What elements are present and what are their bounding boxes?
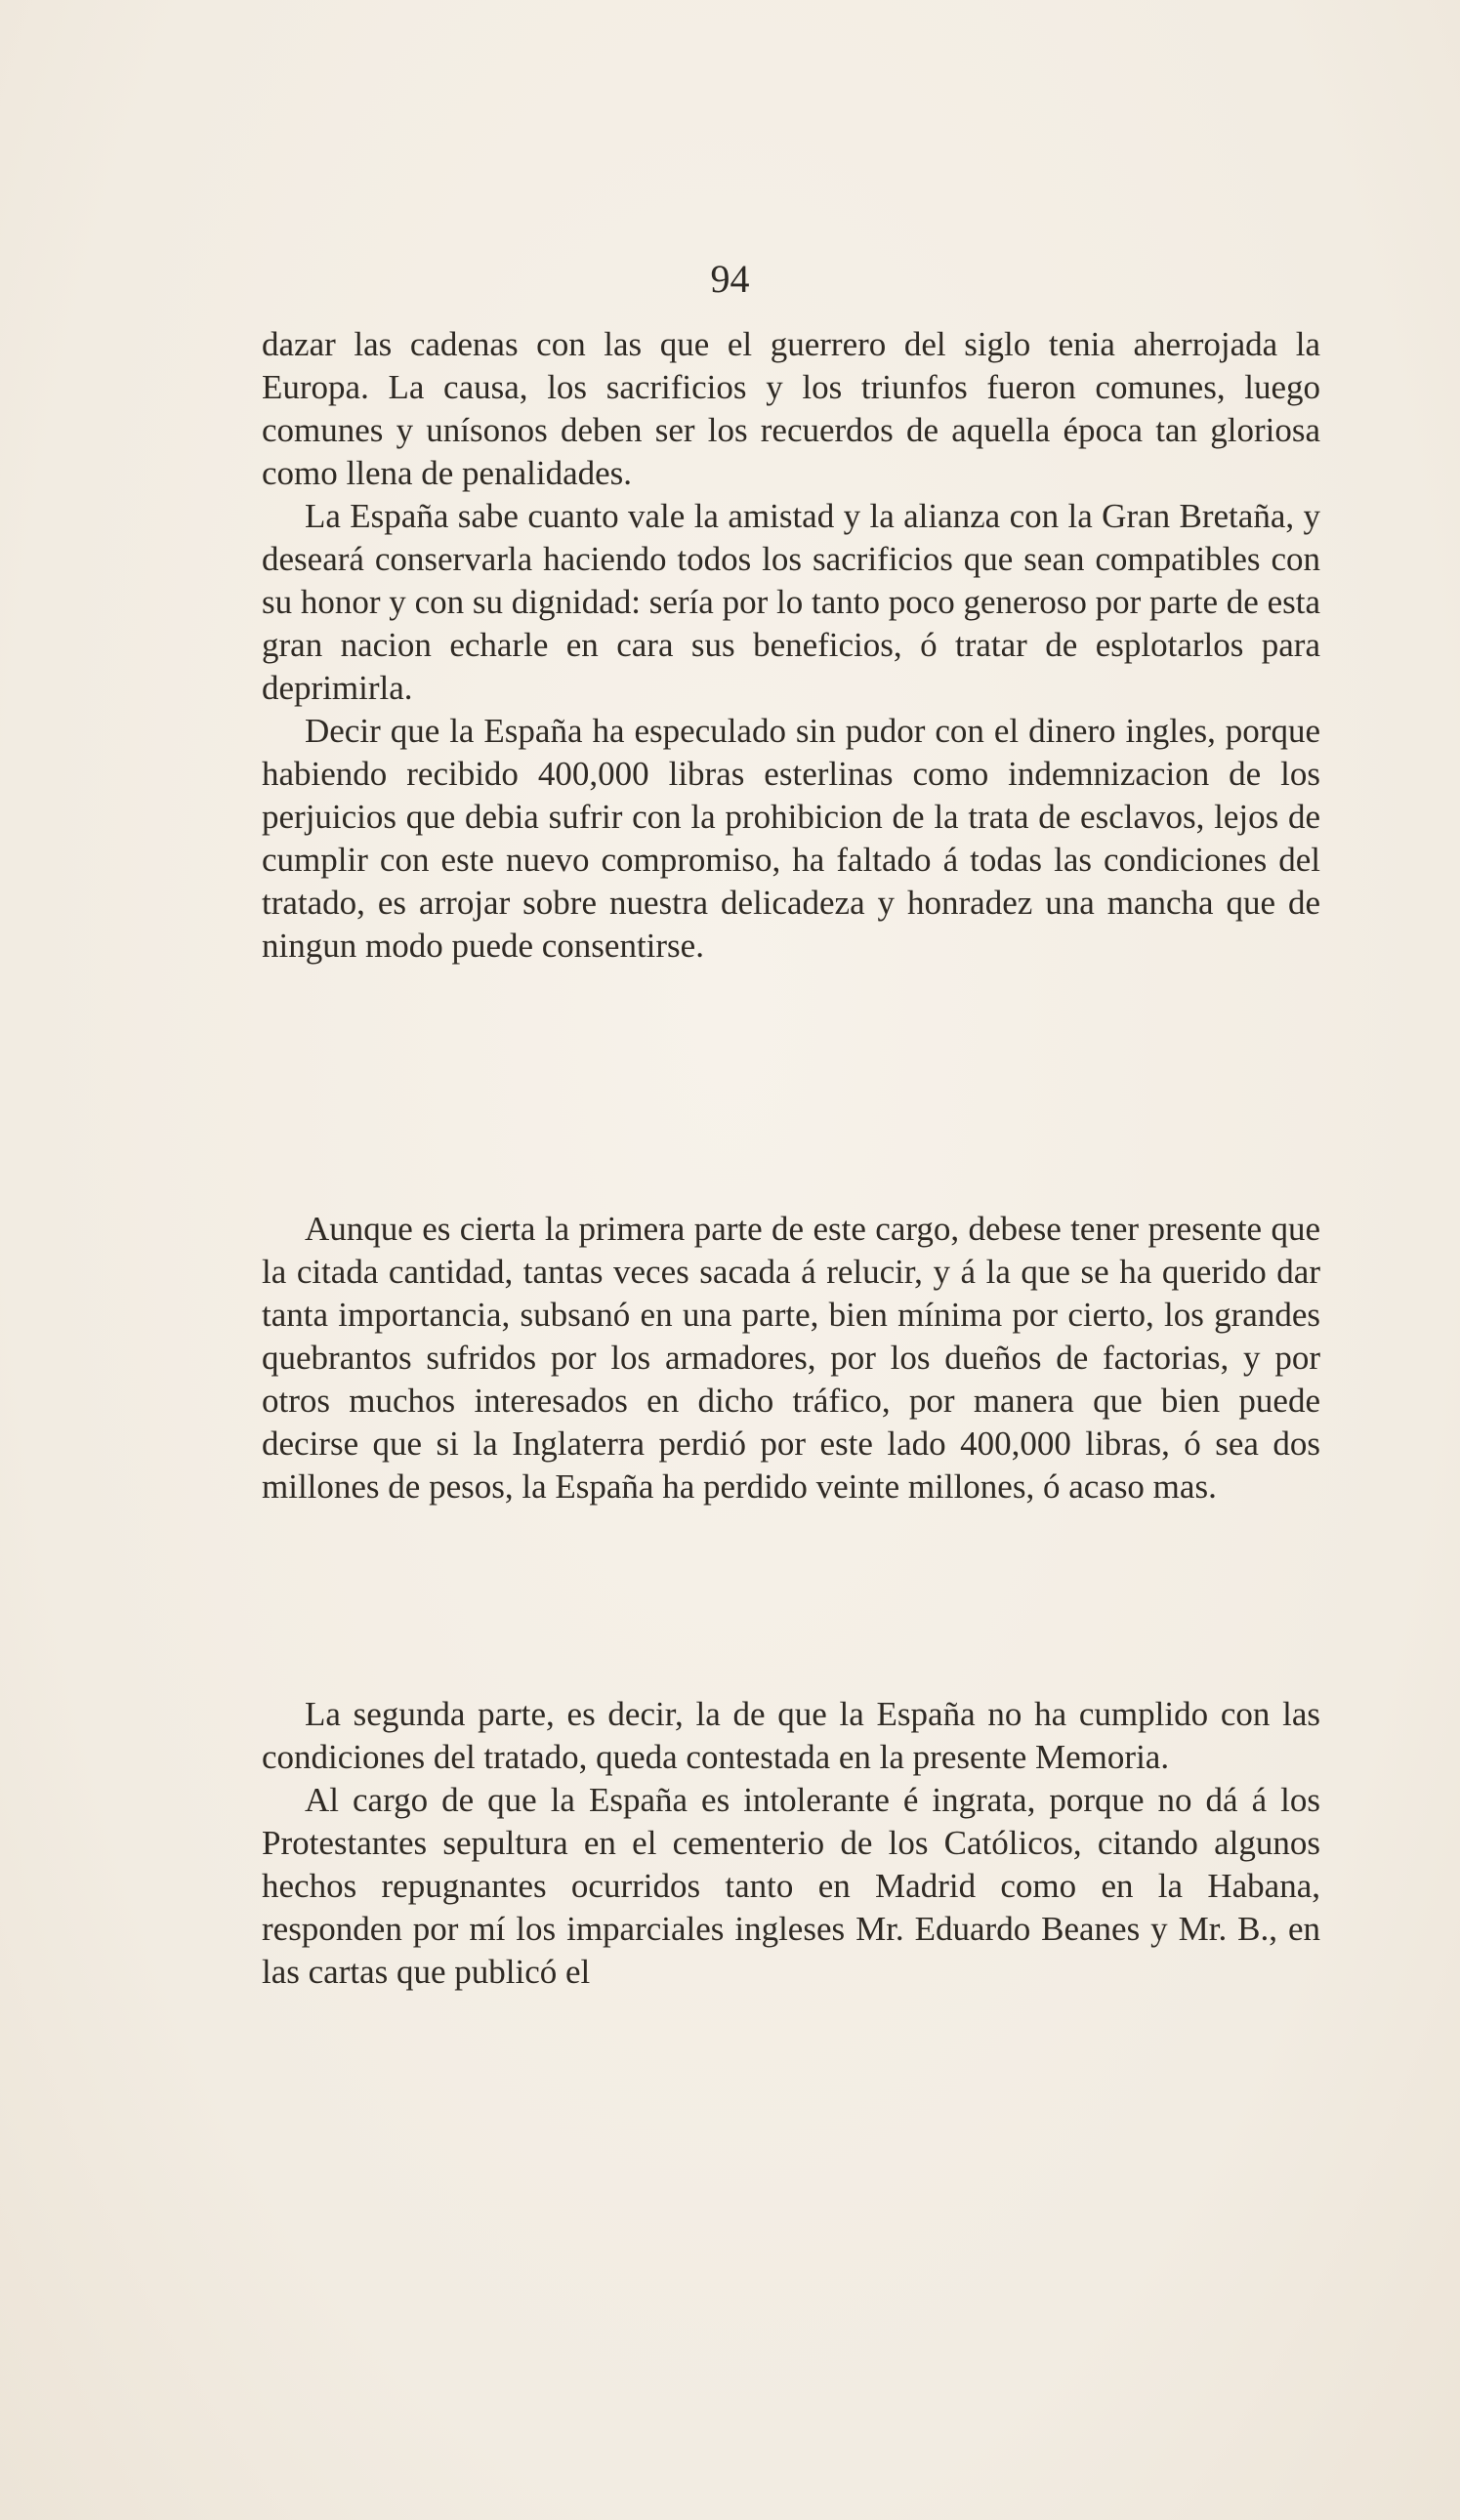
text-block-bottom (262, 1693, 1320, 1994)
text-block-top (262, 323, 1320, 968)
text-block-middle (262, 1208, 1320, 1508)
page-number: 94 (710, 257, 750, 301)
paragraph: Decir que la España ha especulado sin pudor con el dinero ingles, porque habiendo recibido 400,000 libras esterlinas como indemnizacion de los perjuicios que debia sufrir con la prohibicion de la trata de esclavos, lejos de cumplir con este nuevo compromiso, ha faltado á todas las condiciones del tratado, es arrojar sobre nuestra delicadeza y honradez una mancha que de ningun modo puede consentirse. (262, 712, 1320, 965)
paragraph: La segunda parte, es decir, la de que la España no ha cumplido con las condiciones del tratado, queda contestada en la presente Memoria. (262, 1695, 1320, 1776)
paragraph-continuation: dazar las cadenas con las que el guerrero del siglo tenia aherrojada la Europa. La causa, los sacrificios y los triunfos fueron comunes, luego comunes y unísonos deben ser los recuerdos de aquella época tan gloriosa como llena de penalidades. (262, 325, 1320, 492)
paragraph: Aunque es cierta la primera parte de este cargo, debese tener presente que la citada cantidad, tantas veces sacada á relucir, y á la que se ha querido dar tanta importancia, subsanó en una parte, bien mínima por cierto, los grandes quebrantos sufridos por los armadores, por los dueños de factorias, y por otros muchos interesados en dicho tráfico, por manera que bien puede decirse que si la Inglaterra perdió por este lado 400,000 libras, ó sea dos millones de pesos, la España ha perdido veinte millones, ó acaso mas. (262, 1210, 1320, 1506)
paragraph: Al cargo de que la España es intolerante é ingrata, porque no dá á los Protestantes sepultura en el cementerio de los Católicos, citando algunos hechos repugnantes ocurridos tanto en Madrid como en la Habana, responden por mí los imparciales ingleses Mr. Eduardo Beanes y Mr. B., en las cartas que publicó el (262, 1781, 1320, 1991)
paragraph: La España sabe cuanto vale la amistad y la alianza con la Gran Bretaña, y deseará conservarla haciendo todos los sacrificios que sean compatibles con su honor y con su dignidad: sería por lo tanto poco generoso por parte de esta gran nacion echarle en cara sus beneficios, ó tratar de esplotarlos para deprimirla. (262, 497, 1320, 707)
